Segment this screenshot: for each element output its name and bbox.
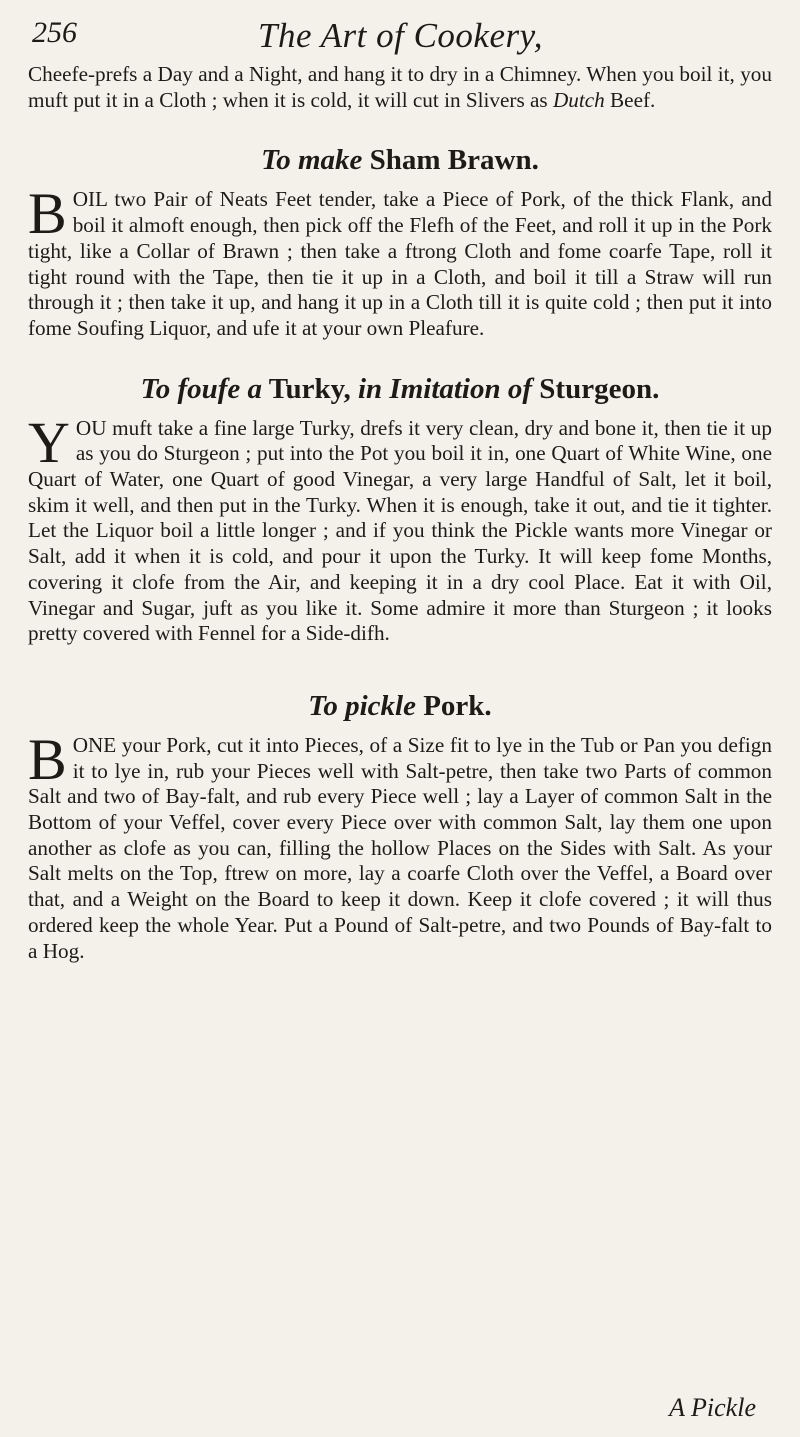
heading-roman-2: Sturgeon.	[532, 372, 660, 405]
heading-roman: Pork.	[415, 689, 492, 722]
running-head	[28, 14, 772, 60]
heading-roman: Sham Brawn.	[362, 144, 539, 177]
heading-italic-1: To foufe a	[140, 372, 263, 405]
continuation-text-1: Cheefe-prefs a Day and a Night, and hang it to dry in a Chimney. When you boil it, you muft put it in a Cloth ; when it is cold, it will cut in Slivers as	[28, 62, 772, 112]
heading-italic: To make	[261, 144, 363, 177]
recipe-sham-brawn: BOIL two Pair of Neats Feet tender, take a Piece of Pork, of the thick Flank, and boil it almoft enough, then pick off the Flefh of the Feet, and roll it up in the Pork tight, like a Collar of Brawn ; then take a ftrong Cloth and fome coarfe Tape, roll it tight round with the Tape, then tie it up in a Cloth, and boil it till a Straw will run through it ; then take it up, and hang it up in a Cloth till it is quite cold ; then put it into fome Soufing Liquor, and ufe it at your own Pleafure.	[28, 181, 772, 340]
heading-roman-1: Turky,	[262, 372, 358, 405]
heading-italic: To pickle	[308, 689, 416, 722]
continuation-text-2: Beef.	[604, 87, 656, 112]
heading-pickle-pork	[28, 689, 772, 723]
catchword: A Pickle	[669, 1393, 756, 1422]
heading-turky-sturgeon	[28, 372, 772, 406]
recipe-turky-sturgeon: YOU muft take a fine large Turky, drefs it very clean, dry and bone it, then tie it up as you do Sturgeon ; put into the Pot you boil it in, one Quart of White Wine, one Quart of Water, one Quart of good Vinegar, a very large Handful of Salt, let it boil, skim it well, and then put in the Turky. When it is enough, take it out, and tie it tighter. Let the Liquor boil a little longer ; and if you think the Pickle wants more Vinegar or Salt, add it when it is cold, and pour it upon the Turky. It will keep fome Months, covering it clofe from the Air, and keeping it in a dry cool Place. Eat it with Oil, Vinegar and Sugar, juft as you like it. Some admire it more than Sturgeon ; it looks pretty covered with Fennel for a Side-difh.	[28, 409, 772, 646]
recipe-pickle-pork: BONE your Pork, cut it into Pieces, of a Size fit to lye in the Tub or Pan you defign it to lye in, rub your Pieces well with Salt-petre, then take two Parts of common Salt and two of Bay-falt, and rub every Piece well ; lay a Layer of common Salt in the Bottom of your Veffel, cover every Piece over with common Salt, lay them one upon another as clofe as you can, filling the hollow Places on the Sides with Salt. As your Salt melts on the Top, ftrew on more, lay a coarfe Cloth over the Veffel, a Board over that, and a Weight on the Board to keep it down. Keep it clofe covered ; it will thus ordered keep the whole Year. Put a Pound of Salt-petre, and two Pounds of Bay-falt to a Hog.	[28, 726, 772, 963]
continuation-paragraph	[28, 62, 772, 113]
running-title: The Art of Cookery,	[258, 16, 543, 55]
heading-italic-2: in Imitation of	[357, 372, 533, 405]
heading-sham-brawn	[28, 143, 772, 177]
continuation-text-italic: Dutch	[552, 87, 605, 112]
page-number: 256	[32, 16, 77, 49]
